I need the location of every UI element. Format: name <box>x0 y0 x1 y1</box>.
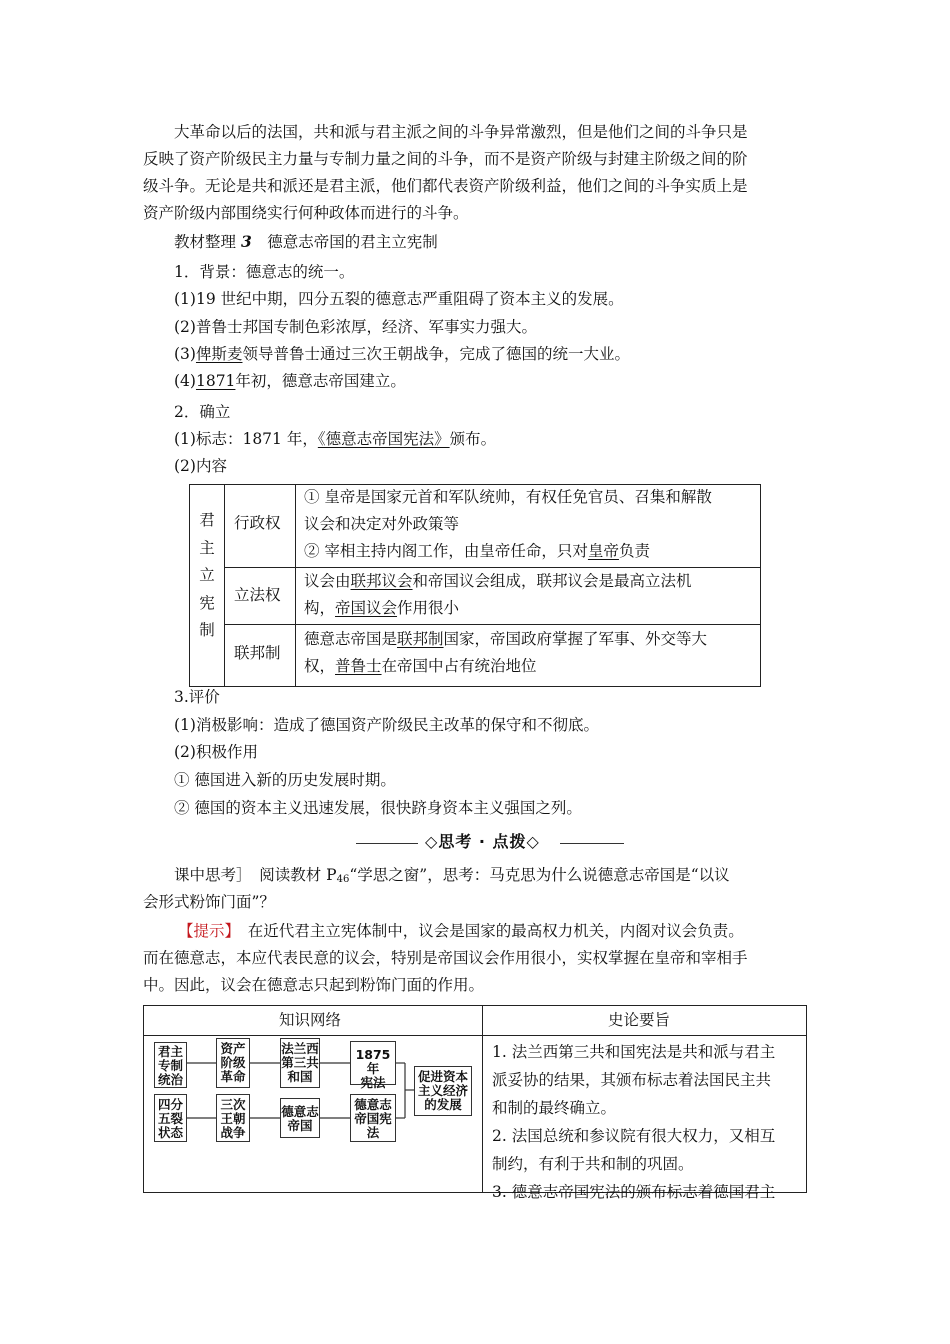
constitution-table <box>189 484 761 687</box>
hint-line-3: 中。因此，议会在德意志只起到粉饰门面的作用。 <box>143 976 485 994</box>
leg-pre: 议会由 <box>304 572 351 590</box>
think-line-2: 会形式粉饰门面”？ <box>143 893 275 911</box>
fed2-underlined: 普鲁士 <box>335 657 382 675</box>
est-line-2: (2)内容 <box>174 457 227 475</box>
hint-line-2: 而在德意志，本应代表民意的议会，特别是帝国议会作用很小，实权掌握在皇帝和宰相手 <box>143 949 748 967</box>
node-text: 专制 <box>157 1058 183 1073</box>
est-line-1 <box>174 426 496 453</box>
bg-line-1: (1)19 世纪中期，四分五裂的德意志严重阻碍了资本主义的发展。 <box>174 290 624 308</box>
heading-rule-right <box>560 843 624 844</box>
eval-line-4: ② 德国的资本主义迅速发展，很快跻身资本主义强国之列。 <box>174 799 582 817</box>
think-heading: ◇思考 · 点拨◇ <box>425 832 540 851</box>
node-text: 状态 <box>157 1125 183 1140</box>
history-points-header: 史论要旨 <box>608 1011 671 1029</box>
node-text: 法 <box>366 1125 380 1140</box>
node-promote-capitalism <box>414 1066 472 1116</box>
section-title <box>174 228 438 256</box>
eval-line-1: (1)消极影响：造成了德国资产阶级民主改革的保守和不彻底。 <box>174 716 599 734</box>
side-label <box>190 507 224 645</box>
intro-line-3: 级斗争。无论是共和派还是君主派，他们都代表资产阶级利益，他们之间的斗争实质上是 <box>143 177 748 195</box>
eval-line-2: (2)积极作用 <box>174 743 258 761</box>
node-text: 王朝 <box>220 1111 246 1126</box>
node-text: 帝国宪 <box>354 1111 392 1126</box>
node-text: 帝国 <box>287 1118 313 1133</box>
leg-underlined: 联邦议会 <box>350 572 413 590</box>
side-char: 立 <box>199 566 215 584</box>
row-legislative-line-1 <box>304 568 692 595</box>
point-line: 制约，有利于共和制的巩固。 <box>492 1155 694 1173</box>
intro-line-4: 资产阶级内部围绕实行何种政体而进行的斗争。 <box>143 204 469 222</box>
row-executive-label: 行政权 <box>234 514 281 532</box>
bg-line-4-underlined: 1871 <box>195 372 236 390</box>
node-text: 法兰西 <box>281 1041 319 1056</box>
est-line-1-post: 颁布。 <box>449 430 497 448</box>
node-text: 主义经济 <box>417 1083 468 1098</box>
row-federal-label: 联邦制 <box>234 644 281 662</box>
history-points-text <box>492 1038 800 1206</box>
point-line: 派妥协的结果，其颁布标志着法国民主共 <box>492 1071 772 1089</box>
node-german-constitution <box>350 1094 396 1142</box>
bg-title: 1．背景：德意志的统一。 <box>174 263 355 281</box>
eval-title: 3.评价 <box>174 688 220 706</box>
leg2-post: 作用很小 <box>397 599 460 617</box>
fed2-post: 在帝国中占有统治地位 <box>381 657 537 675</box>
fed2-pre: 权， <box>304 657 336 675</box>
row-executive-line-1: ① 皇帝是国家元首和军队统帅，有权任免官员、召集和解散 <box>304 488 712 506</box>
section-title-text: 德意志帝国的君主立宪制 <box>267 233 438 251</box>
side-char: 宪 <box>199 593 215 612</box>
est-title: 2．确立 <box>174 403 231 421</box>
node-text: 的发展 <box>424 1097 462 1112</box>
est-line-1-pre: (1)标志：1871 年， <box>174 430 318 448</box>
section-label: 教材整理 <box>174 233 237 251</box>
point-line: 3. 德意志帝国宪法的颁布标志着德国君主 <box>492 1183 776 1201</box>
hint-tag: 【提示】 <box>178 922 233 940</box>
eval-line-3: ① 德国进入新的历史发展时期。 <box>174 771 396 789</box>
node-text: 革命 <box>220 1069 246 1084</box>
think-heading-text: 思考 · 点拨 <box>438 832 527 851</box>
node-1875-constitution <box>350 1041 396 1090</box>
node-text: 三次 <box>220 1097 246 1112</box>
intro-line-1: 大革命以后的法国，共和派与君主派之间的斗争异常激烈，但是他们之间的斗争只是 <box>174 123 748 141</box>
leg2-pre: 构， <box>304 599 336 617</box>
node-bourgeois-revolution <box>216 1038 250 1088</box>
node-text: 五裂 <box>157 1111 183 1126</box>
point-line: 和制的最终确立。 <box>492 1099 617 1117</box>
node-text: 第三共 <box>281 1055 319 1070</box>
section-number: 3 <box>240 232 252 251</box>
side-char: 主 <box>199 538 215 557</box>
row-legislative-label: 立法权 <box>234 586 281 604</box>
node-text: 宪法 <box>360 1075 386 1090</box>
node-text: 资产 <box>220 1041 246 1056</box>
bg-line-4 <box>174 368 406 395</box>
node-text: 促进资本 <box>417 1069 468 1084</box>
knowledge-network-header: 知识网络 <box>279 1011 342 1029</box>
exec-underlined: 皇帝 <box>587 542 619 560</box>
bg-line-3-post: 领导普鲁士通过三次王朝战争，完成了德国的统一大业。 <box>242 345 630 363</box>
fed-underlined: 联邦制 <box>397 630 444 648</box>
row-legislative-line-2 <box>304 595 459 622</box>
node-text: 1875年 <box>355 1047 391 1076</box>
node-text: 德意志 <box>281 1104 319 1119</box>
think-pre: 课中思考］ 阅读教材 P <box>174 866 337 884</box>
hint-text: 在近代君主立宪体制中，议会是国家的最高权力机关，内阁对议会负责。 <box>232 922 744 940</box>
node-text: 战争 <box>220 1125 246 1140</box>
think-post: “学思之窗”，思考：马克思为什么说德意志帝国是“以议 <box>349 866 730 884</box>
bg-line-3-underlined: 俾斯麦 <box>195 345 243 363</box>
leg2-underlined: 帝国议会 <box>335 599 398 617</box>
heading-rule-left <box>356 843 418 844</box>
node-text: 和国 <box>287 1069 313 1084</box>
side-char: 制 <box>199 621 215 639</box>
node-autocracy <box>154 1042 187 1088</box>
node-text: 德意志 <box>354 1097 392 1112</box>
point-line: 1. 法兰西第三共和国宪法是共和派与君主 <box>492 1043 776 1061</box>
est-line-1-underlined: 《德意志帝国宪法》 <box>317 430 450 448</box>
bg-line-4-post: 年初，德意志帝国建立。 <box>235 372 406 390</box>
row-executive-line-3 <box>304 538 650 565</box>
hint-line-1 <box>178 918 744 945</box>
bg-line-3-pre: (3) <box>174 345 196 363</box>
row-federal-line-2 <box>304 653 537 680</box>
exec-pre: ② 宰相主持内阁工作，由皇帝任命，只对 <box>304 542 588 560</box>
knowledge-table <box>143 1005 807 1201</box>
fed-post: 国家，帝国政府掌握了军事、外交等大 <box>443 630 708 648</box>
node-text: 四分 <box>157 1097 183 1112</box>
think-sub: 46 <box>336 874 350 885</box>
bg-line-2: (2)普鲁士邦国专制色彩浓厚，经济、军事实力强大。 <box>174 318 537 336</box>
bg-line-4-pre: (4) <box>174 372 196 390</box>
node-three-wars <box>216 1094 250 1142</box>
row-federal-line-1 <box>304 626 707 653</box>
leg-post: 和帝国议会组成，联邦议会是最高立法机 <box>412 572 692 590</box>
side-char: 君 <box>199 511 215 529</box>
node-text: 阶级 <box>220 1055 246 1070</box>
node-third-republic <box>280 1038 320 1088</box>
node-divided-state <box>154 1094 187 1142</box>
bg-line-3 <box>174 341 630 368</box>
fed-pre: 德意志帝国是 <box>304 630 398 648</box>
node-text: 君主 <box>157 1044 183 1059</box>
exec-post: 负责 <box>618 542 650 560</box>
node-text: 统治 <box>157 1072 183 1087</box>
node-german-empire <box>280 1098 320 1138</box>
intro-line-2: 反映了资产阶级民主力量与专制力量之间的斗争，而不是资产阶级与封建主阶级之间的阶 <box>143 150 748 168</box>
row-executive-line-2: 议会和决定对外政策等 <box>304 515 460 533</box>
point-line: 2. 法国总统和参议院有很大权力，又相互 <box>492 1127 776 1145</box>
